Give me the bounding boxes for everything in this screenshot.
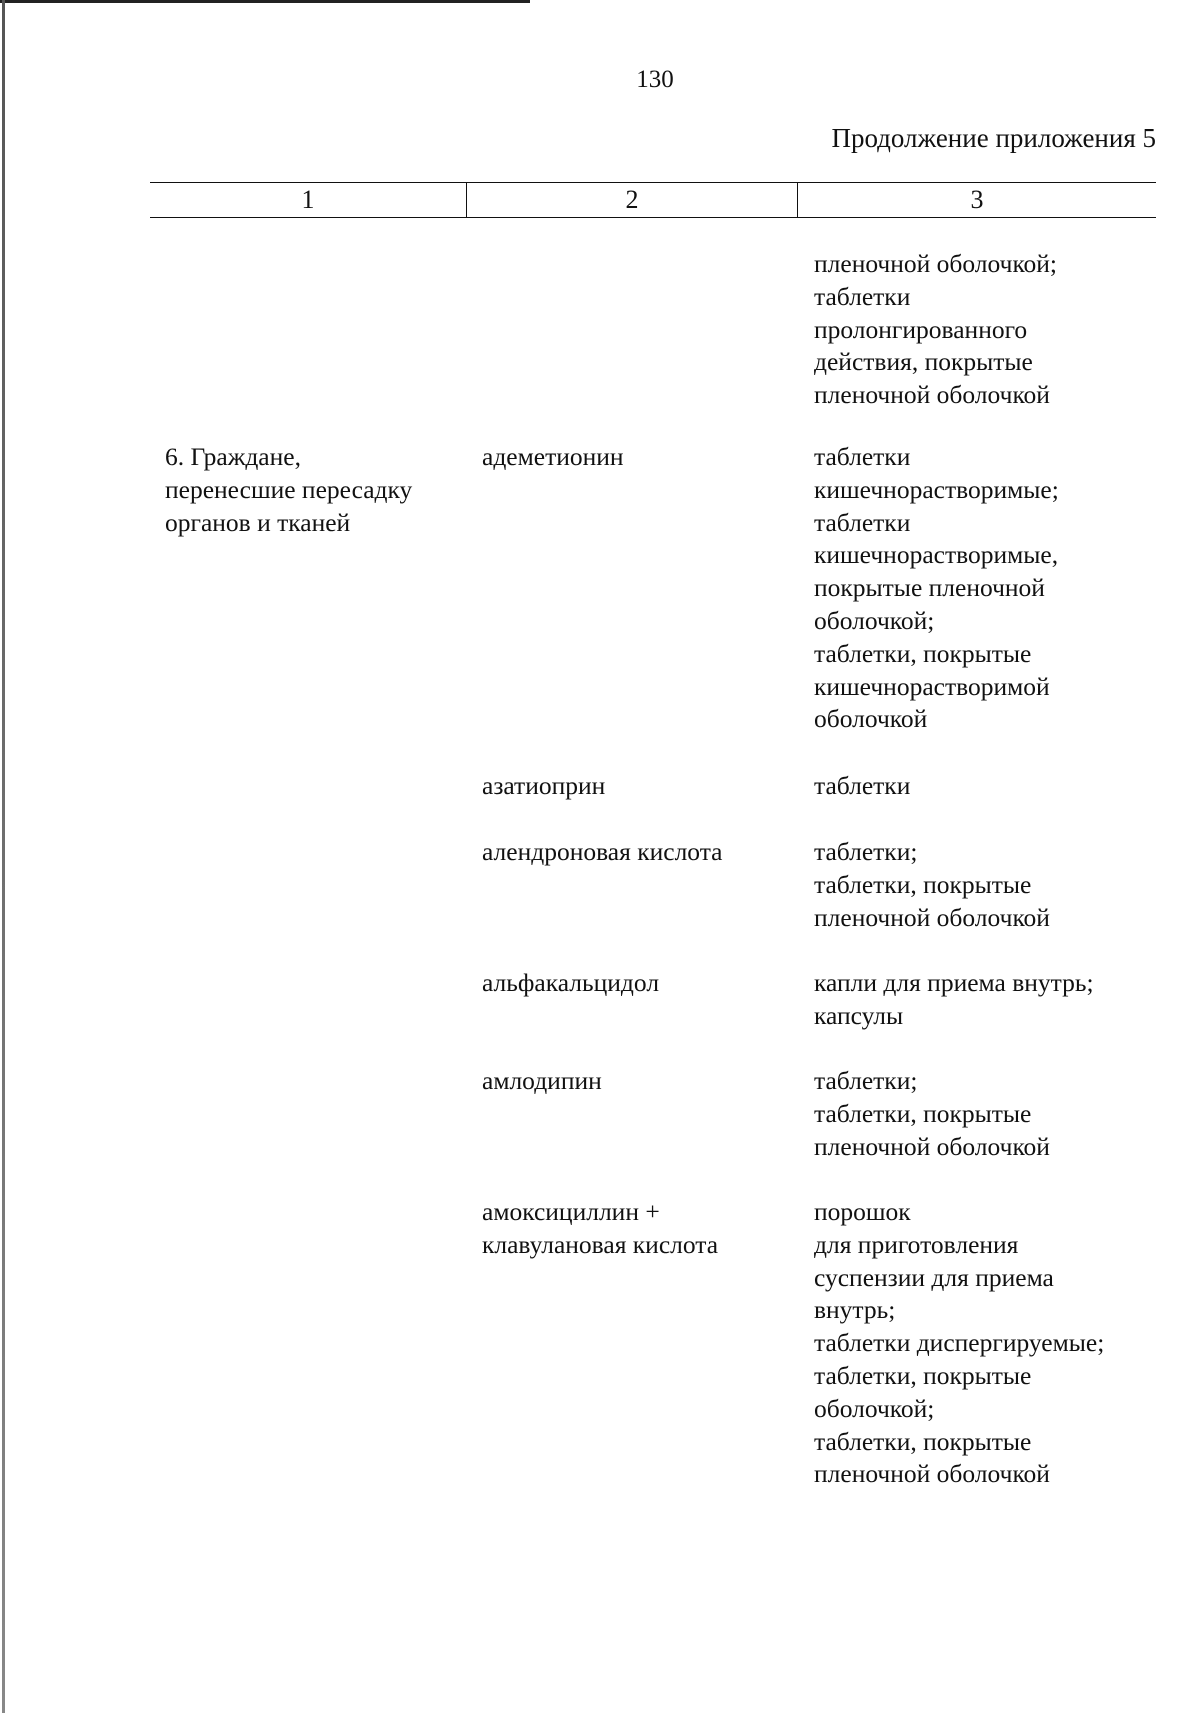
drug-name: алендроновая кислота	[482, 837, 723, 866]
dosage-forms: таблетки	[814, 771, 911, 800]
page-number: 130	[636, 66, 674, 93]
dosage-forms: таблетки; таблетки, покрытые пленочной оболочкой	[814, 837, 1050, 932]
scan-edge-top	[0, 0, 530, 3]
column-header-1: 1	[150, 183, 467, 217]
scan-edge-left	[2, 0, 5, 1713]
drug-name: амлодипин	[482, 1066, 602, 1095]
dosage-forms: таблетки; таблетки, покрытые пленочной оболочкой	[814, 1066, 1050, 1161]
drug-name: азатиоприн	[482, 771, 606, 800]
table-header	[150, 182, 1156, 218]
column-header-2: 2	[467, 183, 798, 217]
dosage-forms: порошок для приготовления суспензии для приема внутрь; таблетки диспергируемые; таблетки, покрытые оболочкой; таблетки, покрытые пленочной оболочкой	[814, 1197, 1105, 1489]
drug-name: адеметионин	[482, 442, 624, 471]
patient-category: 6. Граждане, перенесшие пересадку органов и тканей	[165, 442, 413, 537]
appendix-caption: Продолжение приложения 5	[831, 123, 1156, 153]
dosage-forms: капли для приема внутрь; капсулы	[814, 968, 1094, 1030]
column-header-3: 3	[970, 185, 984, 214]
dosage-forms: таблетки кишечнорастворимые; таблетки кишечнорастворимые, покрытые пленочной оболочкой; таблетки, покрытые кишечнорастворимой оболочкой	[814, 442, 1059, 734]
drug-name: альфакальцидол	[482, 968, 660, 997]
continuation-forms: пленочной оболочкой; таблетки пролонгированного действия, покрытые пленочной оболочкой	[814, 249, 1058, 410]
drug-name: амоксициллин + клавулановая кислота	[482, 1197, 719, 1259]
